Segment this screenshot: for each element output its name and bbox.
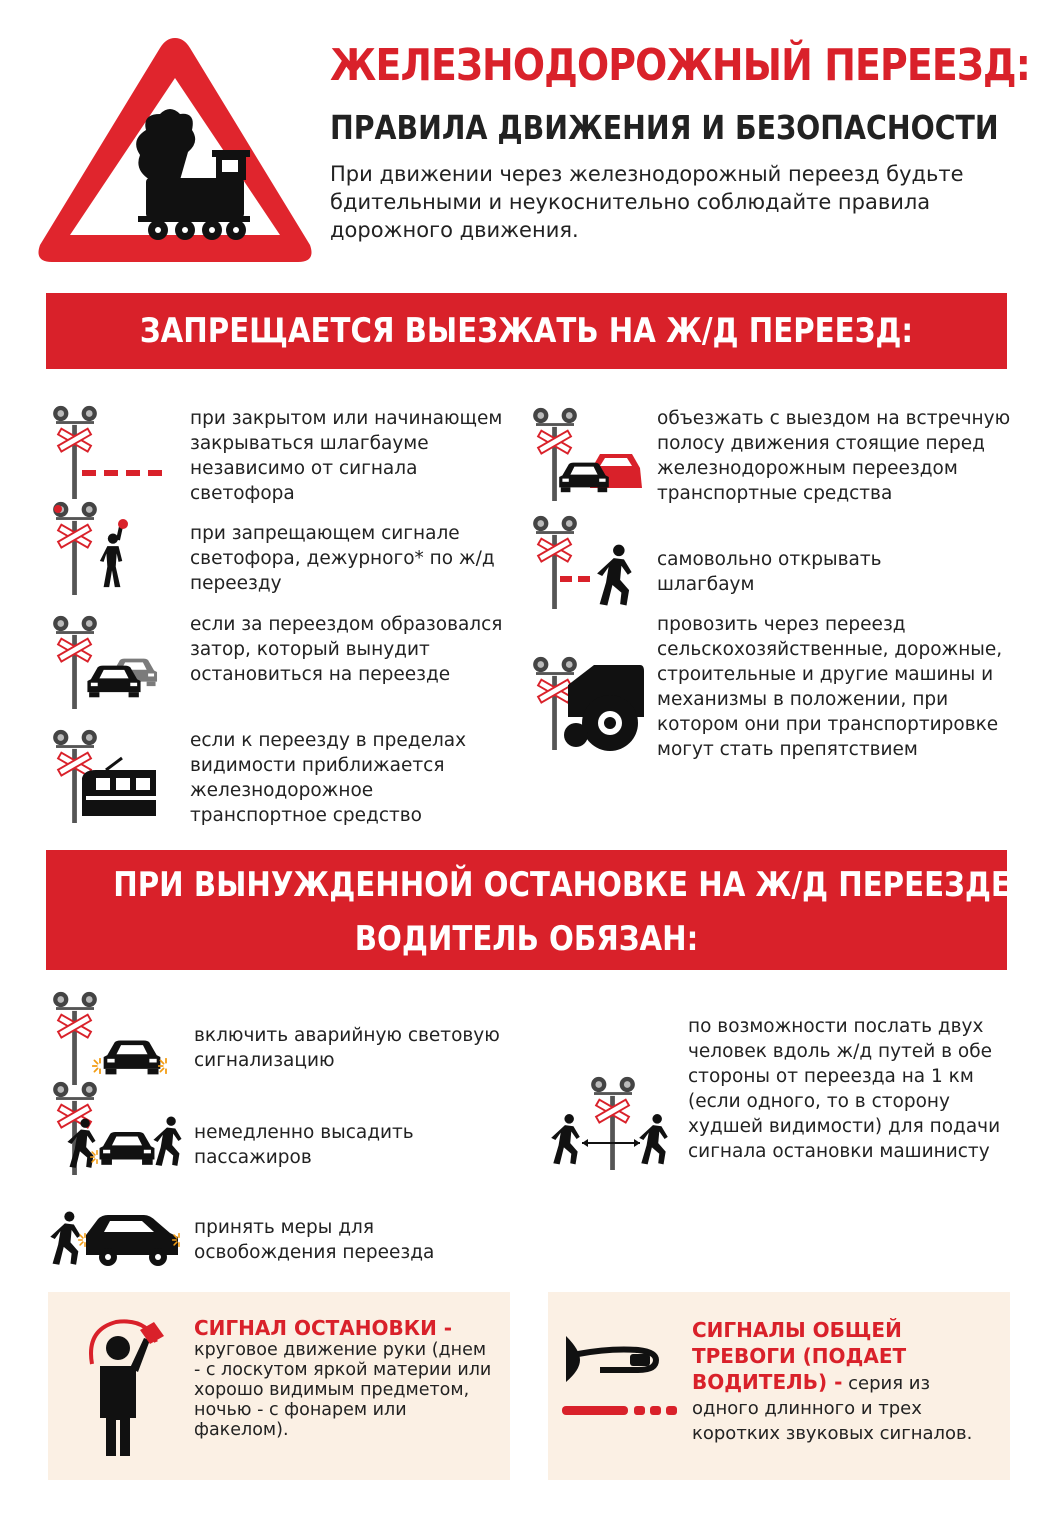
horn-icon (560, 1330, 685, 1420)
prohibited-heading: ЗАПРЕЩАЕТСЯ ВЫЕЗЖАТЬ НА Ж/Д ПЕРЕЕЗД: (139, 311, 914, 351)
prohibited-left-2: при запрещающем сигнале светофора, дежурного* по ж/д переезду (190, 523, 495, 594)
passengers-exit-icon (46, 1080, 186, 1175)
traffic-jam-icon (46, 614, 166, 709)
closed-barrier-icon (46, 404, 166, 499)
forced-stop-heading-band (46, 850, 1011, 970)
prohibited-right-2: самовольно открывать шлагбаум (657, 549, 882, 595)
forced-stop-heading-1: ПРИ ВЫНУЖДЕННОЙ ОСТАНОВКЕ НА Ж/Д ПЕРЕЕЗДЕ (113, 865, 1011, 905)
prohibited-left-4: если к переезду в пределах видимости приближается железнодорожное транспортное средство (190, 730, 467, 826)
stop-signal-text: СИГНАЛ ОСТАНОВКИ - круговое движение руки (днем - с лоскутом яркой материи или хорошо видимым предметом, ночью - с фонарем или факелом). (194, 1316, 492, 1440)
hazard-lights-icon (46, 990, 176, 1085)
alarm-signal-desc: серия из одного длинного и трех коротких звуковых сигналов. (692, 1373, 973, 1444)
forced-stop-left-1: включить аварийную световую сигнализацию (194, 1025, 500, 1071)
prohibited-right-1: объезжать с выездом на встречную полосу движения стоящие перед железнодорожным переездом транспортные средства (657, 408, 1011, 504)
page-subtitle: ПРАВИЛА ДВИЖЕНИЯ И БЕЗОПАСНОСТИ (330, 108, 999, 147)
alarm-signal-text: СИГНАЛЫ ОБЩЕЙ ТРЕВОГИ (ПОДАЕТ ВОДИТЕЛЬ) - серия из одного длинного и трех коротких звуковых сигналов. (692, 1318, 973, 1444)
forced-stop-right: по возможности послать двух человек вдоль ж/д путей в обе стороны от переезда на 1 км (если одного, то в сторону худшей видимости) для подачи сигнала остановки машинисту (688, 1016, 1001, 1162)
tractor-icon (526, 655, 656, 755)
forced-stop-left-2: немедленно высадить пассажиров (194, 1122, 414, 1168)
two-people-signal-icon (548, 1075, 678, 1170)
alarm-signal-title: СИГНАЛЫ ОБЩЕЙ ТРЕВОГИ (ПОДАЕТ ВОДИТЕЛЬ) (692, 1318, 907, 1394)
railway-crossing-sign-icon (30, 30, 320, 270)
intro-text: При движении через железнодорожный переезд будьте бдительными и неукоснительно соблюдайте правила дорожного движения. (330, 162, 964, 242)
signal-attendant-icon (46, 500, 136, 595)
stop-signal-title: СИГНАЛ ОСТАНОВКИ (194, 1316, 437, 1340)
push-car-icon (46, 1205, 186, 1270)
stop-signal-person-icon (70, 1308, 180, 1458)
forced-stop-heading-2: ВОДИТЕЛЬ ОБЯЗАН: (354, 919, 699, 959)
approaching-train-icon (46, 728, 166, 823)
overtaking-cars-icon (526, 406, 646, 501)
prohibited-heading-band (46, 293, 1007, 369)
opening-barrier-icon (526, 514, 646, 609)
forced-stop-left-3: принять меры для освобождения переезда (194, 1217, 435, 1263)
prohibited-left-3: если за переездом образовался затор, который вынудит остановиться на переезде (190, 614, 503, 685)
stop-signal-desc: круговое движение руки (днем - с лоскутом яркой материи или хорошо видимым предметом, ночью - с фонарем или факелом). (194, 1340, 492, 1440)
prohibited-left-1: при закрытом или начинающем закрываться шлагбауме независимо от сигнала светофора (190, 408, 503, 504)
page-title: ЖЕЛЕЗНОДОРОЖНЫЙ ПЕРЕЕЗД: (330, 40, 1031, 91)
prohibited-right-3: провозить через переезд сельскохозяйственные, дорожные, строительные и другие машины и механизмы в положении, при котором они при транспортировке могут стать препятствием (657, 614, 1003, 760)
